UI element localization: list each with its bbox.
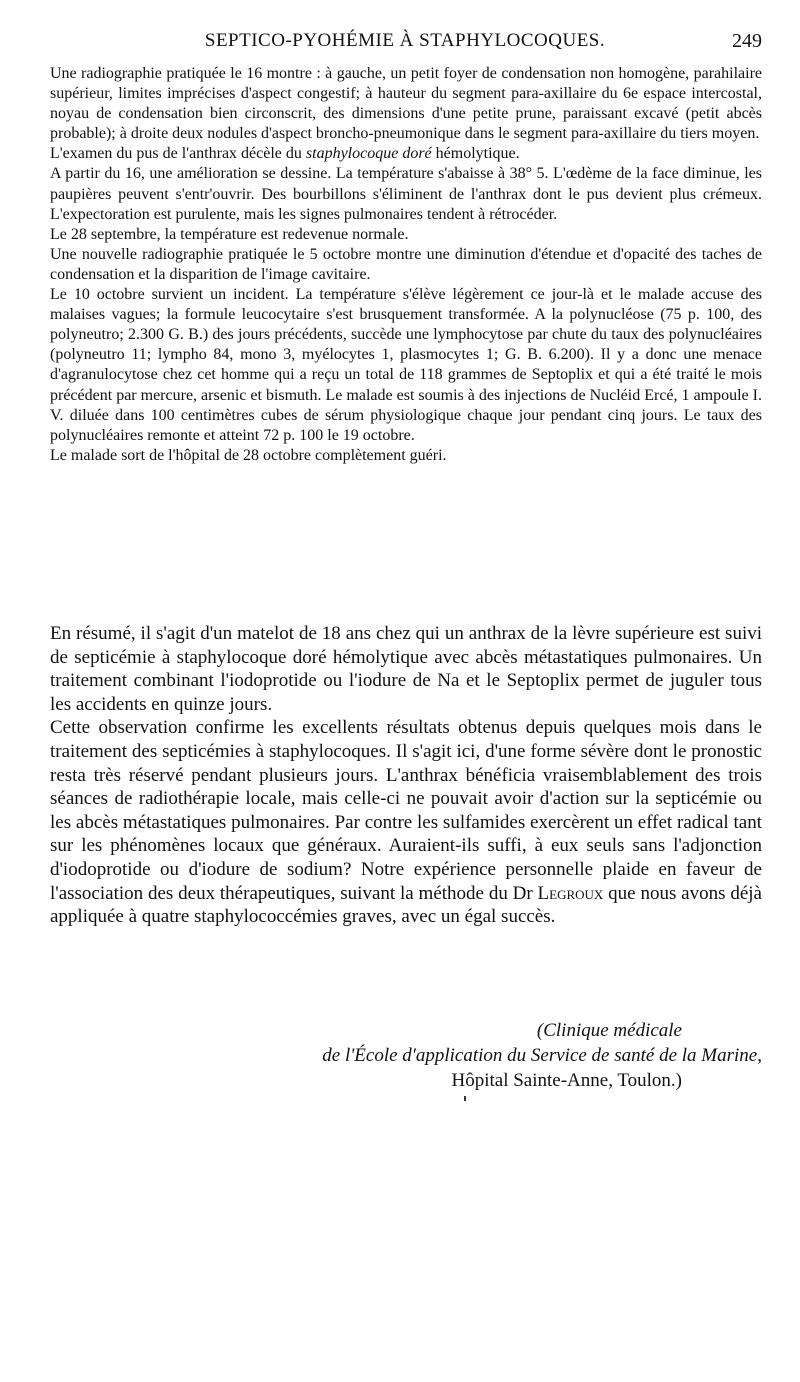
paragraph-radiography-16: Une radiographie pratiquée le 16 montre : à gauche, un petit foyer de condensation non homogène, parahilaire supérieur, limites imprécises d'aspect congestif; à hauteur du segment para-axillaire du 6e espace intercostal, noyau de condensation bien circonscrit, des dimensions d'une petite prune, paraissant excavé (petit abcès probable); à droite deux nodules d'aspect broncho-pneumonique dans le segment para-axillaire du tiers moyen. [50,65,762,143]
paragraph-pus-exam-text: L'examen du pus de l'anthrax décèle du [50,145,306,163]
paragraph-incident-oct10: Le 10 octobre survient un incident. La température s'élève légèrement ce jour-là et le malade accuse des malaises vagues; la formule leucocytaire s'est brusquement transformée. A la polynucléose (75 p. 100, des polyneutro; 2.300 G. B.) des jours précédents, succède une lymphocytose par chute du taux des polynucléaires (polyneutro 11; lympho 84, mono 3, myélocytes 1, plasmocytes 1; G. B. 6.200). Il y a donc une menace d'agranulocytose chez cet homme qui a reçu un total de 118 grammes de Septoplix et qui a été traité le mois précédent par mercure, arsenic et bismuth. Le malade est soumis à des injections de Nucléid Ercé, 1 ampoule I. V. diluée dans 100 centimètres cubes de sérum physiologique chaque jour pendant cinq jours. Le taux des polynucléaires remonte et atteint 72 p. 100 le 19 octobre. [50,286,762,444]
page-header [48,30,762,56]
affiliation-line-2: de l'École d'application du Service de santé de la Marine, [322,1045,762,1066]
paragraph-summary: En résumé, il s'agit d'un matelot de 18 ans chez qui un anthrax de la lèvre supérieure est suivi de septicémie à staphylocoque doré hémolytique avec abcès métastatiques pulmonaires. Un traitement combinant l'iodoprotide ou l'iodure de Na et le Septoplix permet de juguler tous les accidents en quinze jours. [50,623,762,715]
affiliation-block [322,1018,762,1093]
paragraph-pus-exam [50,144,762,164]
paragraph-improvement: A partir du 16, une amélioration se dessine. La température s'abaisse à 38° 5. L'œdème de la face diminue, les paupières peuvent s'entr'ouvrir. Des bourbillons s'éliminent de l'anthrax dont le pus devient plus crémeux. L'expectoration est purulente, mais les signes pulmonaires tendent à rétrocéder. [50,165,762,223]
paragraph-pus-exam-end: hémolytique. [431,145,520,163]
paragraph-radiography-oct5: Une nouvelle radiographie pratiquée le 5 octobre montre une diminution d'étendue et d'opacité des taches de condensation et la disparition de l'image cavitaire. [50,245,762,283]
author-name: Legroux [537,882,604,904]
paragraph-discharge: Le malade sort de l'hôpital de 28 octobre complètement guéri. [50,446,447,464]
ink-speck [464,1096,466,1101]
paragraph-sept-28: Le 28 septembre, la température est redevenue normale. [50,225,409,243]
running-title: SEPTICO-PYOHÉMIE À STAPHYLOCOQUES. [204,30,606,51]
case-report-section [50,64,762,466]
organism-name: staphylocoque doré [305,145,432,163]
affiliation-line-3: Hôpital Sainte-Anne, Toulon.) [451,1070,682,1091]
paragraph-discussion [50,716,762,928]
affiliation-line-1: (Clinique médicale [536,1020,682,1041]
summary-section [50,622,762,929]
paragraph-discussion-text: Cette observation confirme les excellents résultats obtenus depuis quelques mois dans le traitement des septicémies à staphylocoques. Il s'agit ici, d'une forme sévère dont le pronostic resta très réservé pendant plusieurs jours. L'anthrax bénéficia vraisemblablement des trois séances de radiothérapie locale, mais celle-ci ne pouvait avoir d'action sur la septicémie ou les abcès métastatiques pulmonaires. Par contre les sulfamides exercèrent un effet radical tant sur les phénomènes locaux que généraux. Auraient-ils suffi, à eux seuls sans l'adjonction d'iodoprotide ou d'iodure de sodium? Notre expérience personnelle plaide en faveur de l'association des deux thérapeutiques, suivant la méthode du Dr [50,717,762,904]
paragraph-discussion-end: que nous avons déjà appliquée à quatre staphylococcémies graves, avec un égal succès. [50,882,762,928]
page-number: 249 [732,30,762,52]
